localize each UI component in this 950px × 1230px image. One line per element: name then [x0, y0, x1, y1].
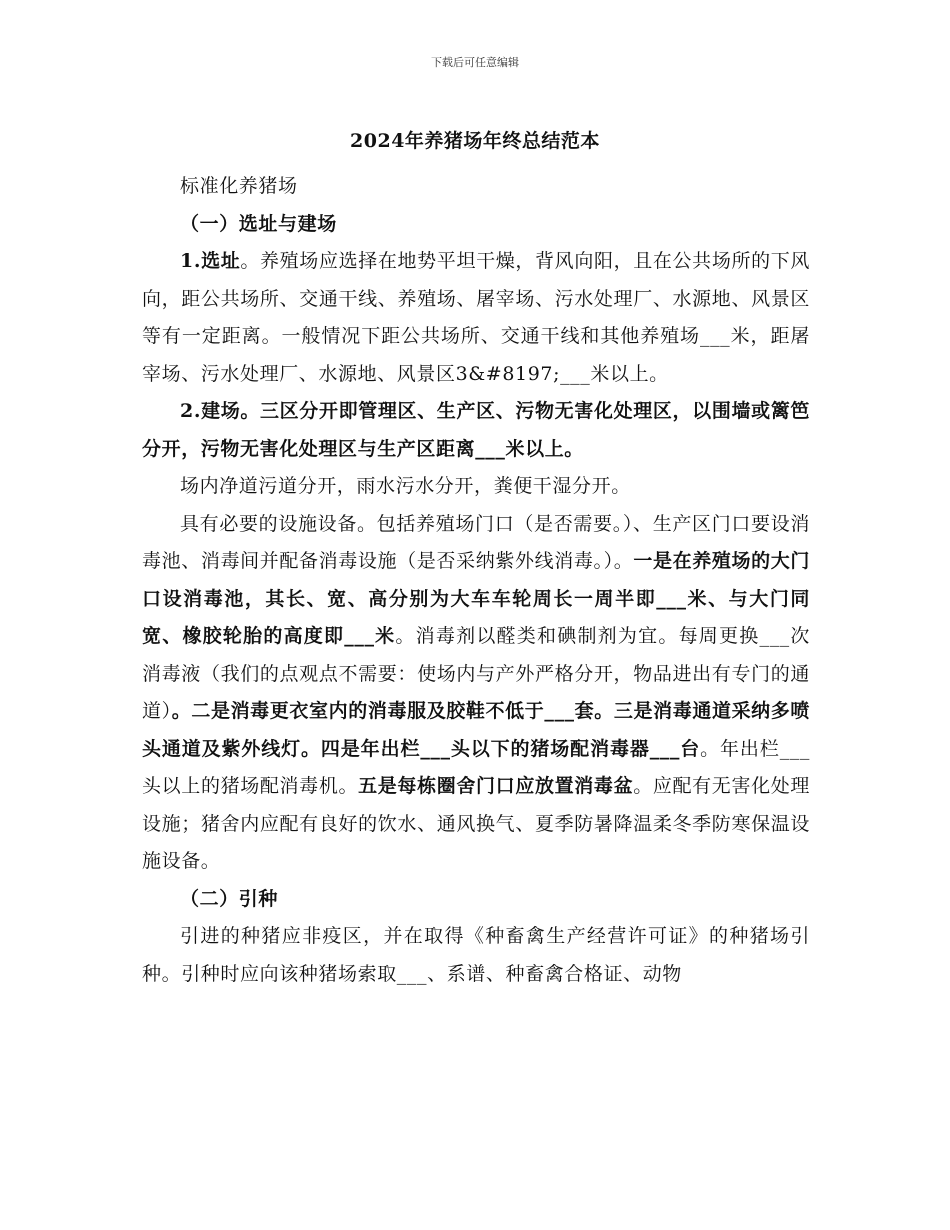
paragraph-intro — [142, 168, 810, 206]
text-run-bold: 2.建场。三区分开即管理区、生产区、污物无害化处理区，以围墙或篱笆分开，污物无害化处理区与生产区距离___米以上。 — [142, 400, 810, 460]
text-run: 引进的种猪应非疫区，并在取得《种畜禽生产经营许可证》的种猪场引种。引种时应向该种猪场索取___、系谱、种畜禽合格证、动物 — [142, 925, 810, 985]
text-run: 。年出栏___头以上的猪场配消毒机。 — [142, 737, 810, 797]
text-run: （二）引种 — [180, 887, 279, 910]
paragraph-construction — [142, 393, 810, 468]
section-heading-breeding — [142, 881, 810, 919]
header-note: 下载后可任意编辑 — [431, 56, 519, 69]
text-run: 具有必要的设施设备。包括养殖场门口（是否需要。）、生产区门口要设消毒池、消毒间并配备消毒设施（是否采纳紫外线消毒。）。 — [142, 512, 810, 572]
paragraph-facilities — [142, 506, 810, 881]
paragraph-site-selection — [142, 243, 810, 393]
text-run-bold: 一是在养殖场的大门口设消毒池，其长、宽、高分别为大车车轮周长一周半即___米、与大门同宽、橡胶轮胎的高度即___米 — [142, 550, 810, 647]
text-run: （一）选址与建场 — [180, 212, 337, 235]
text-run-bold: 1.选址 — [180, 250, 241, 272]
paragraph-separation — [142, 468, 810, 506]
text-run-bold: 。二是消毒更衣室内的消毒服及胶鞋不低于___套。三是消毒通道采纳多喷头通道及紫外线灯。四是年出栏___头以下的猪场配消毒器___台 — [142, 700, 811, 760]
section-heading-site — [142, 206, 810, 244]
document-body — [142, 168, 810, 993]
paragraph-breeding — [142, 918, 810, 993]
text-run: 。应配有无害化处理设施；猪舍内应配有良好的饮水、通风换气、夏季防暑降温柔冬季防寒保温设施设备。 — [142, 775, 811, 872]
text-run: 。消毒剂以醛类和碘制剂为宜。每周更换___次消毒液（我们的点观点不需要：使场内与产外严格分开，物品进出有专门的通道） — [142, 625, 811, 722]
text-run-bold: 五是每栋圈舍门口应放置消毒盆 — [358, 775, 634, 797]
document-title: 2024年养猪场年终总结范本 — [350, 130, 600, 152]
text-run: 场内净道污道分开，雨水污水分开，粪便干湿分开。 — [180, 475, 631, 497]
text-run: 标准化养猪场 — [180, 175, 298, 197]
text-run: 。养殖场应选择在地势平坦干燥，背风向阳，且在公共场所的下风向，距公共场所、交通干线、养殖场、屠宰场、污水处理厂、水源地、风景区等有一定距离。一般情况下距公共场所、交通干线和其他养殖场___米，距屠宰场、污水处理厂、水源地、风景区3&#8197;___米以上。 — [142, 250, 810, 385]
